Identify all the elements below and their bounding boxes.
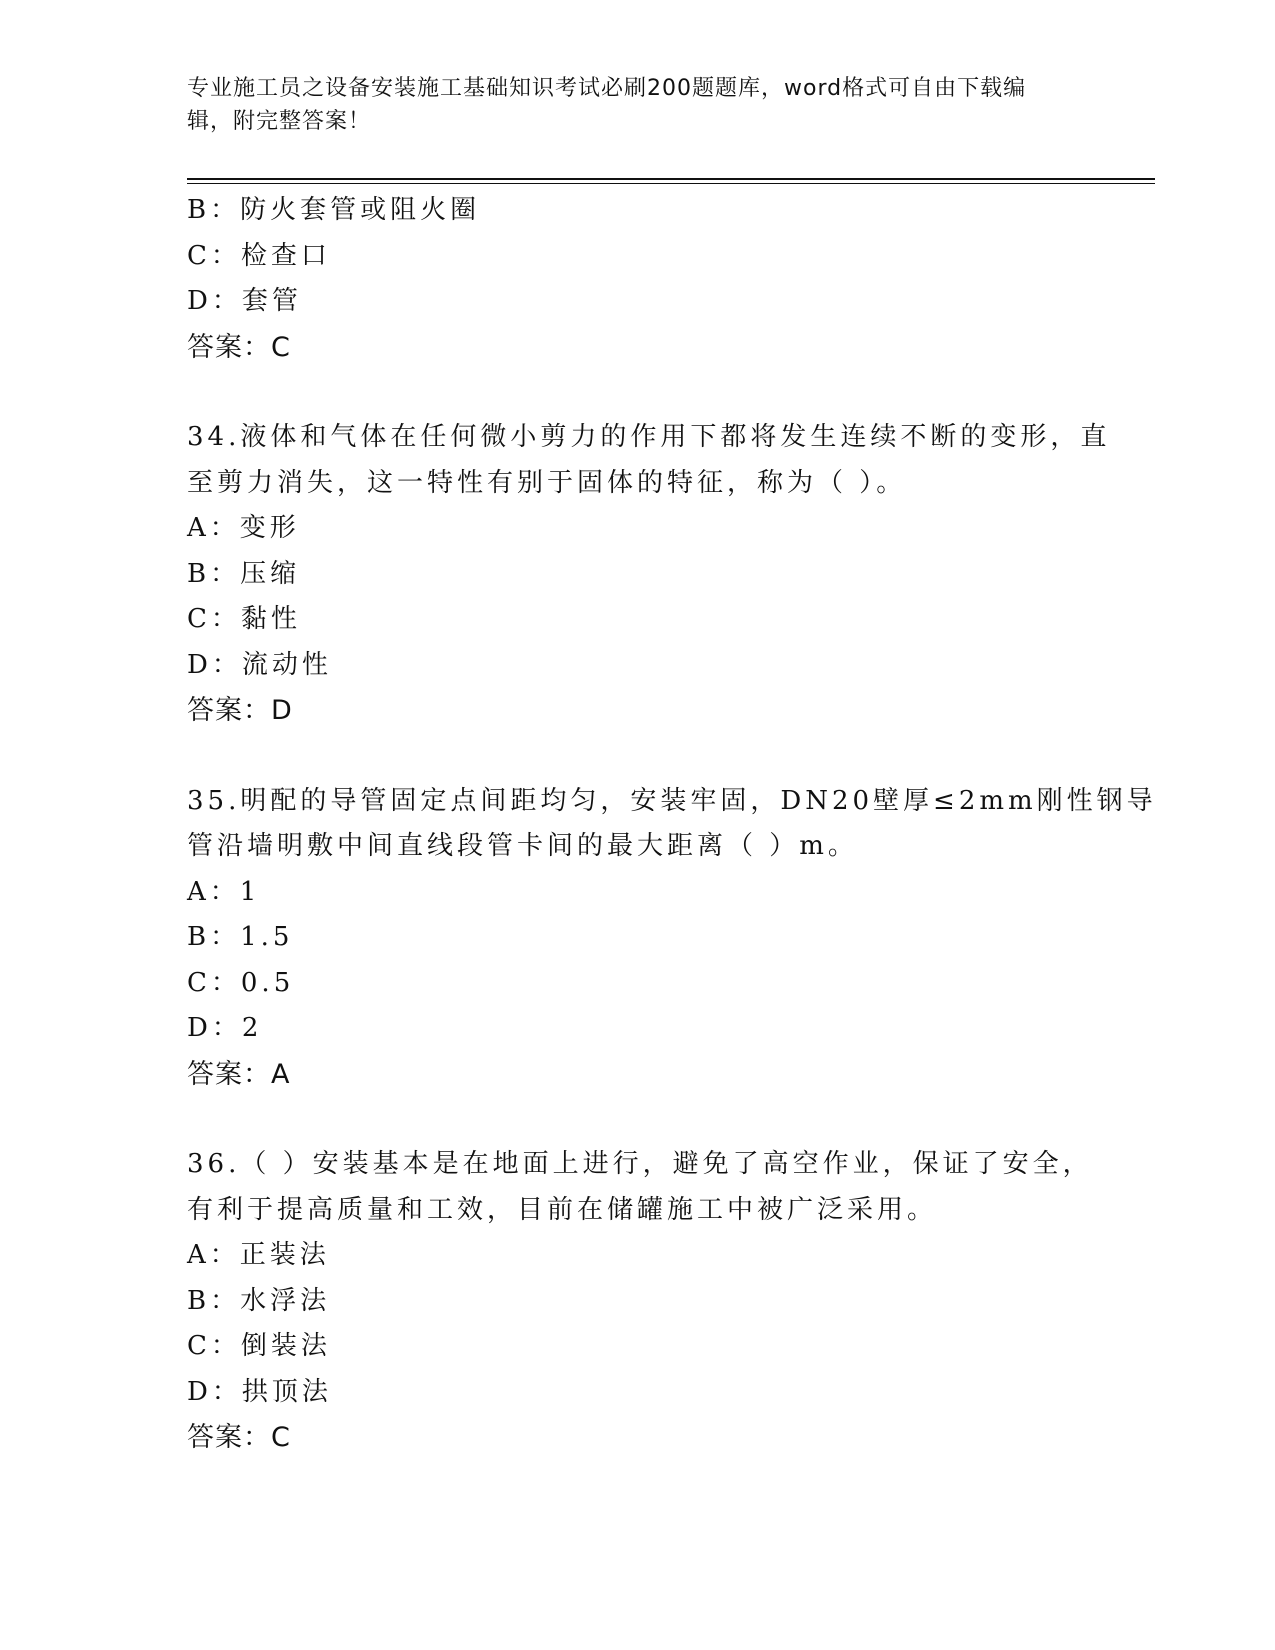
question-stem-line: 管沿墙明敷中间直线段管卡间的最大距离（ ）m。: [187, 831, 858, 861]
option-c: C：检查口: [187, 240, 331, 271]
question-spacer: [187, 734, 1087, 779]
option-b: B：压缩: [187, 558, 301, 589]
answer-line: 答案：C: [187, 1422, 291, 1453]
header-divider-thin: [187, 183, 1155, 184]
option-b: B：水浮法: [187, 1285, 331, 1316]
question-spacer: [187, 370, 1087, 415]
option-c: C：倒装法: [187, 1331, 331, 1361]
question-content: [187, 188, 1157, 1461]
question-block-34: [187, 415, 1111, 734]
question-spacer: [187, 1097, 1087, 1142]
option-d: D：2: [187, 1013, 263, 1043]
question-block-33-tail: [187, 188, 1087, 370]
question-stem-line: 35.明配的导管固定点间距均匀，安装牢固，DN20壁厚≤2mm刚性钢导: [187, 785, 1157, 816]
answer-line: 答案：A: [187, 1058, 291, 1090]
question-stem-line: 34.液体和气体在任何微小剪力的作用下都将发生连续不断的变形，直: [187, 422, 1111, 452]
option-b: B：防火套管或阻火圈: [187, 195, 481, 225]
question-block-35: [187, 779, 1157, 1098]
question-stem-line: 有利于提高质量和工效，目前在储罐施工中被广泛采用。: [187, 1194, 938, 1225]
question-stem-line: 36.（ ）安装基本是在地面上进行，避免了高空作业，保证了安全，: [187, 1149, 1093, 1179]
option-c: C：黏性: [187, 604, 301, 634]
question-block-36: [187, 1142, 1093, 1461]
option-d: D：套管: [187, 286, 302, 316]
document-header: 专业施工员之设备安装施工基础知识考试必刷200题题库，word格式可自由下载编辑，附完整答案！: [187, 76, 1027, 134]
option-b: B：1.5: [187, 922, 294, 952]
answer-line: 答案：C: [187, 331, 291, 363]
option-d: D：拱顶法: [187, 1376, 332, 1407]
option-a: A：变形: [187, 513, 300, 543]
answer-line: 答案：D: [187, 695, 293, 726]
option-d: D：流动性: [187, 649, 332, 680]
option-a: A：1: [187, 876, 261, 907]
header-divider-thick: [187, 178, 1155, 180]
question-stem-line: 至剪力消失，这一特性有别于固体的特征，称为（ ）。: [187, 467, 907, 498]
option-a: A：正装法: [187, 1240, 330, 1270]
option-c: C：0.5: [187, 967, 295, 998]
